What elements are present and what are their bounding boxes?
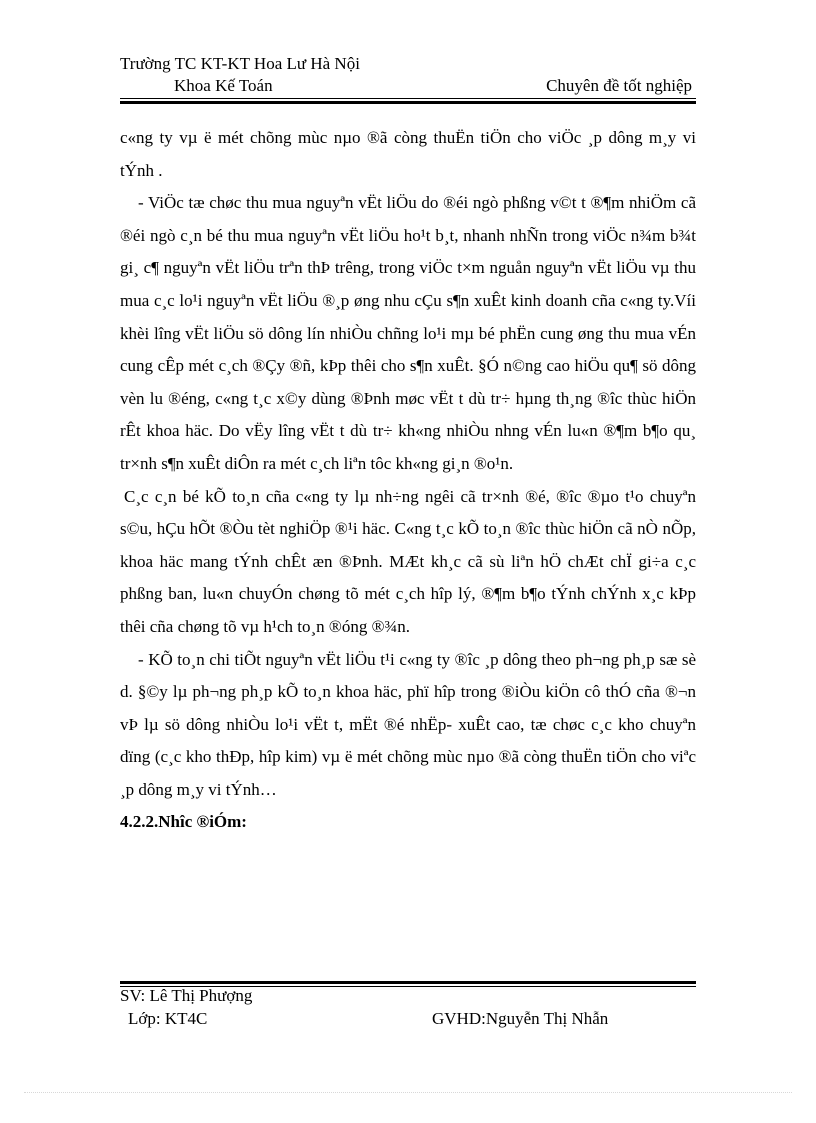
footer-rule-top xyxy=(120,981,696,984)
advisor-name: GVHD:Nguyễn Thị Nhẫn xyxy=(432,1009,609,1028)
page-edge-divider xyxy=(24,1092,792,1093)
paragraph-4: - KÕ to¸n chi tiÕt nguyªn vËt liÖu t¹i c«ng ty ®îc ¸p dông theo ph¬ng ph¸p sæ sè d. §©y lµ ph¬ng ph¸p kÕ to¸n khoa häc, phï hîp trong ®iÒu kiÖn cô thÓ cña ®¬n vÞ lµ sö dông nhiÒu lo¹i vËt t, mËt ®é nhËp- xuÊt cao, tæ chøc c¸c kho chuyªn dïng (c¸c kho thÐp, hîp kim) vµ ë mét chõng mùc nµo ®ã còng thuËn tiÖn cho viªc ¸p dông m¸y vi tÝnh… xyxy=(120,649,696,799)
student-name: SV: Lê Thị Phượng xyxy=(120,986,253,1005)
section-heading: 4.2.2.Nhîc ®iÓm: xyxy=(120,812,247,832)
paragraph-1: c«ng ty vµ ë mét chõng mùc nµo ®ã còng thuËn tiÖn cho viÖc ¸p dông m¸y vi tÝnh . xyxy=(120,128,696,180)
body-text xyxy=(120,122,696,839)
header-rule-top xyxy=(120,98,696,99)
paragraph-2: - ViÖc tæ chøc thu mua nguyªn vËt liÖu do ®éi ngò phßng v©t t ®¶m nhiÖm cã ®éi ngò c¸n bé thu mua nguyªn vËt liÖu ho¹t b¸t, nhanh nhÑn trong viÖc n¾m b¾t gi¸ c¶ nguyªn vËt liÖu trªn thÞ trêng, trong viÖc t×m nguån nguyªn vËt liÖu vµ thu mua c¸c lo¹i nguyªn vËt liÖu ®¸p øng nhu cÇu s¶n xuÊt kinh doanh cña c«ng ty.Víi khèi lîng vËt liÖu sö dông lín nhiÒu chñng lo¹i mµ bé phËn cung øng thu mua vÉn cung cÊp mét c¸ch ®Çy ®ñ, kÞp thêi cho s¶n xuÊt. §Ó n©ng cao hiÖu qu¶ sö dông vèn lu ®éng, c«ng t¸c x©y dùng ®Þnh møc vËt t dù tr÷ hµng th¸ng ®îc thùc hiÖn rÊt khoa häc. Do vËy lîng vËt t dù tr÷ kh«ng nhiÒu nhng vÉn lu«n ®¶m b¶o qu¸ tr×nh s¶n xuÊt diÔn ra mét c¸ch liªn tôc kh«ng gi¸n ®o¹n. xyxy=(120,193,696,473)
class-name: Lớp: KT4C xyxy=(128,1009,208,1028)
faculty-name: Khoa Kế Toán xyxy=(174,76,273,95)
header-rule-bottom xyxy=(120,101,696,104)
school-name: Trường TC KT-KT Hoa Lư Hà Nội xyxy=(120,54,360,73)
document-type: Chuyên đề tốt nghiệp xyxy=(546,76,692,95)
paragraph-3: C¸c c¸n bé kÕ to¸n cña c«ng ty lµ nh÷ng ngêi cã tr×nh ®é, ®îc ®µo t¹o chuyªn s©u, hÇu hÕt ®Òu tèt nghiÖp ®¹i häc. C«ng t¸c kÕ to¸n ®îc thùc hiÖn cã nÒ nÕp, khoa häc mang tÝnh chÊt æn ®Þnh. MÆt kh¸c cã sù liªn hÖ chÆt chÏ gi÷a c¸c phßng ban, lu«n chuyÓn chøng tõ mét c¸ch hîp lý, ®¶m b¶o tÝnh chÝnh x¸c kÞp thêi cña chøng tõ vµ h¹ch to¸n ®óng ®¾n. xyxy=(120,486,696,636)
